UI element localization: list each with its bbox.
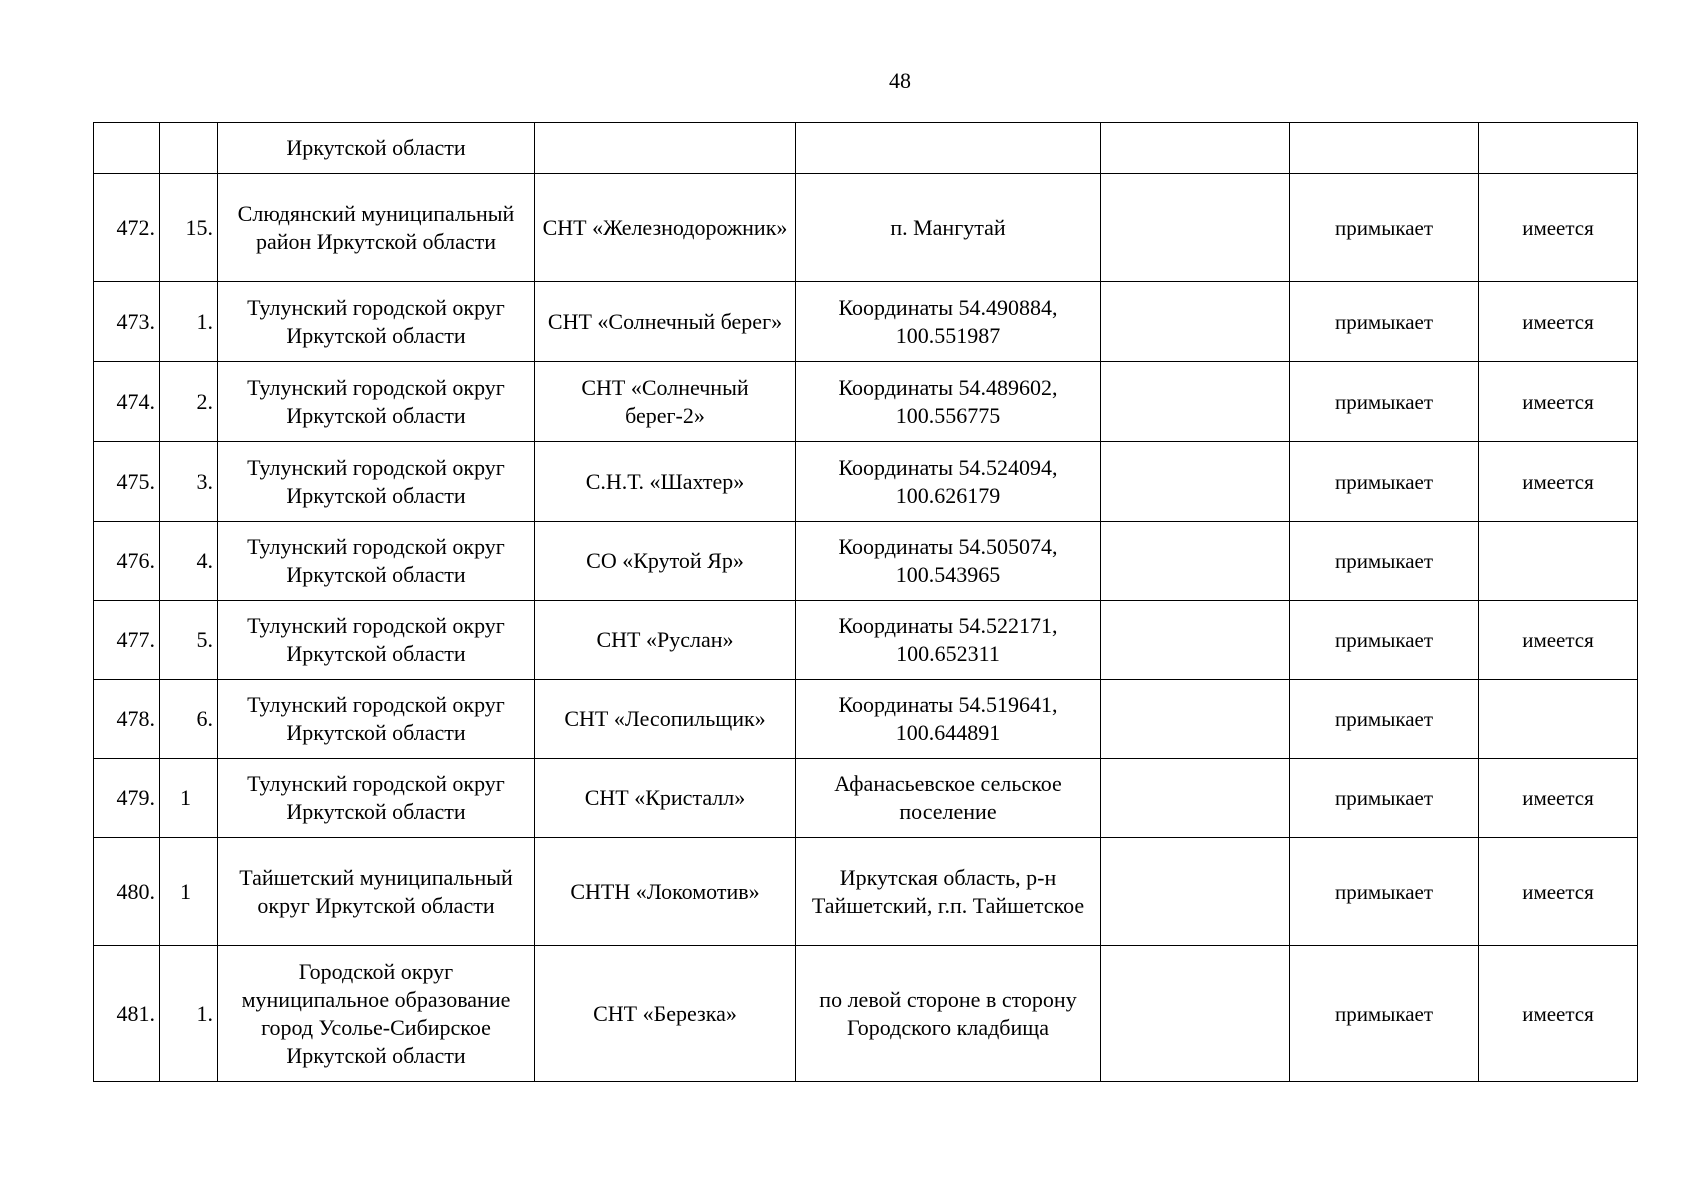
table-row-continuation	[94, 123, 1638, 174]
cell-district: Городской округ муниципальное образование город Усолье-Сибирское Иркутской области	[218, 946, 535, 1082]
table-row	[94, 838, 1638, 946]
table-row	[94, 362, 1638, 442]
cell-name: СО «Крутой Яр»	[535, 522, 796, 601]
cell-sub: 5.	[160, 601, 218, 680]
cell-district: Тулунский городской округ Иркутской области	[218, 362, 535, 442]
cell-availability: имеется	[1479, 174, 1638, 282]
cell-num	[94, 123, 160, 174]
cell-blank	[1101, 442, 1290, 522]
cell-availability	[1479, 123, 1638, 174]
cell-availability: имеется	[1479, 362, 1638, 442]
cell-adjacency: примыкает	[1290, 282, 1479, 362]
cell-name: СНТ «Солнечный берег-2»	[535, 362, 796, 442]
cell-location	[796, 123, 1101, 174]
cell-district: Тулунский городской округ Иркутской области	[218, 601, 535, 680]
cell-blank	[1101, 946, 1290, 1082]
cell-name: СНТ «Кристалл»	[535, 759, 796, 838]
table-row	[94, 946, 1638, 1082]
cell-sub: 4.	[160, 522, 218, 601]
cell-name: СНТ «Руслан»	[535, 601, 796, 680]
cell-num: 473.	[94, 282, 160, 362]
cell-name: СНТ «Железнодорожник»	[535, 174, 796, 282]
cell-name: СНТН «Локомотив»	[535, 838, 796, 946]
cell-district: Тайшетский муниципальный округ Иркутской области	[218, 838, 535, 946]
cell-availability: имеется	[1479, 442, 1638, 522]
cell-blank	[1101, 522, 1290, 601]
cell-name: СНТ «Лесопильщик»	[535, 680, 796, 759]
cell-availability: имеется	[1479, 282, 1638, 362]
cell-blank	[1101, 759, 1290, 838]
cell-availability	[1479, 680, 1638, 759]
cell-name: СНТ «Солнечный берег»	[535, 282, 796, 362]
table-row	[94, 174, 1638, 282]
cell-adjacency: примыкает	[1290, 601, 1479, 680]
cell-availability: имеется	[1479, 759, 1638, 838]
cell-blank	[1101, 282, 1290, 362]
cell-location: Координаты 54.519641, 100.644891	[796, 680, 1101, 759]
cell-adjacency: примыкает	[1290, 680, 1479, 759]
cell-location: Координаты 54.490884, 100.551987	[796, 282, 1101, 362]
cell-district: Тулунский городской округ Иркутской области	[218, 442, 535, 522]
cell-num: 475.	[94, 442, 160, 522]
cell-district: Иркутской области	[218, 123, 535, 174]
cell-num: 479.	[94, 759, 160, 838]
cell-availability: имеется	[1479, 601, 1638, 680]
table-row	[94, 601, 1638, 680]
cell-num: 472.	[94, 174, 160, 282]
table-row	[94, 680, 1638, 759]
cell-sub: 3.	[160, 442, 218, 522]
cell-district: Тулунский городской округ Иркутской области	[218, 680, 535, 759]
cell-sub: 1.	[160, 946, 218, 1082]
cell-location: Иркутская область, р-н Тайшетский, г.п. Тайшетское	[796, 838, 1101, 946]
cell-adjacency: примыкает	[1290, 362, 1479, 442]
cell-num: 481.	[94, 946, 160, 1082]
cell-blank	[1101, 174, 1290, 282]
cell-sub: 1	[160, 759, 218, 838]
cell-location: Координаты 54.505074, 100.543965	[796, 522, 1101, 601]
cell-num: 477.	[94, 601, 160, 680]
cell-availability: имеется	[1479, 946, 1638, 1082]
table-row	[94, 282, 1638, 362]
cell-sub: 1.	[160, 282, 218, 362]
cell-availability: имеется	[1479, 838, 1638, 946]
cell-district: Тулунский городской округ Иркутской области	[218, 282, 535, 362]
cell-num: 476.	[94, 522, 160, 601]
cell-blank	[1101, 838, 1290, 946]
cell-location: п. Мангутай	[796, 174, 1101, 282]
cell-num: 480.	[94, 838, 160, 946]
cell-sub: 1	[160, 838, 218, 946]
cell-location: по левой стороне в сторону Городского кладбища	[796, 946, 1101, 1082]
cell-district: Тулунский городской округ Иркутской области	[218, 759, 535, 838]
cell-blank	[1101, 123, 1290, 174]
cell-sub: 6.	[160, 680, 218, 759]
page-number: 48	[889, 68, 911, 93]
cell-adjacency: примыкает	[1290, 442, 1479, 522]
cell-location: Координаты 54.489602, 100.556775	[796, 362, 1101, 442]
cell-name: С.Н.Т. «Шахтер»	[535, 442, 796, 522]
cell-name	[535, 123, 796, 174]
cell-adjacency: примыкает	[1290, 174, 1479, 282]
cell-adjacency: примыкает	[1290, 946, 1479, 1082]
registry-table	[93, 122, 1638, 1082]
cell-district: Слюдянский муниципальный район Иркутской области	[218, 174, 535, 282]
cell-sub: 2.	[160, 362, 218, 442]
cell-adjacency	[1290, 123, 1479, 174]
cell-blank	[1101, 362, 1290, 442]
cell-adjacency: примыкает	[1290, 759, 1479, 838]
table-row	[94, 442, 1638, 522]
cell-blank	[1101, 680, 1290, 759]
cell-name: СНТ «Березка»	[535, 946, 796, 1082]
cell-location: Координаты 54.522171, 100.652311	[796, 601, 1101, 680]
cell-num: 474.	[94, 362, 160, 442]
cell-adjacency: примыкает	[1290, 522, 1479, 601]
cell-location: Координаты 54.524094, 100.626179	[796, 442, 1101, 522]
cell-num: 478.	[94, 680, 160, 759]
cell-sub: 15.	[160, 174, 218, 282]
table-row	[94, 522, 1638, 601]
cell-adjacency: примыкает	[1290, 838, 1479, 946]
cell-blank	[1101, 601, 1290, 680]
cell-sub	[160, 123, 218, 174]
cell-availability	[1479, 522, 1638, 601]
cell-location: Афанасьевское сельское поселение	[796, 759, 1101, 838]
table-row	[94, 759, 1638, 838]
cell-district: Тулунский городской округ Иркутской области	[218, 522, 535, 601]
